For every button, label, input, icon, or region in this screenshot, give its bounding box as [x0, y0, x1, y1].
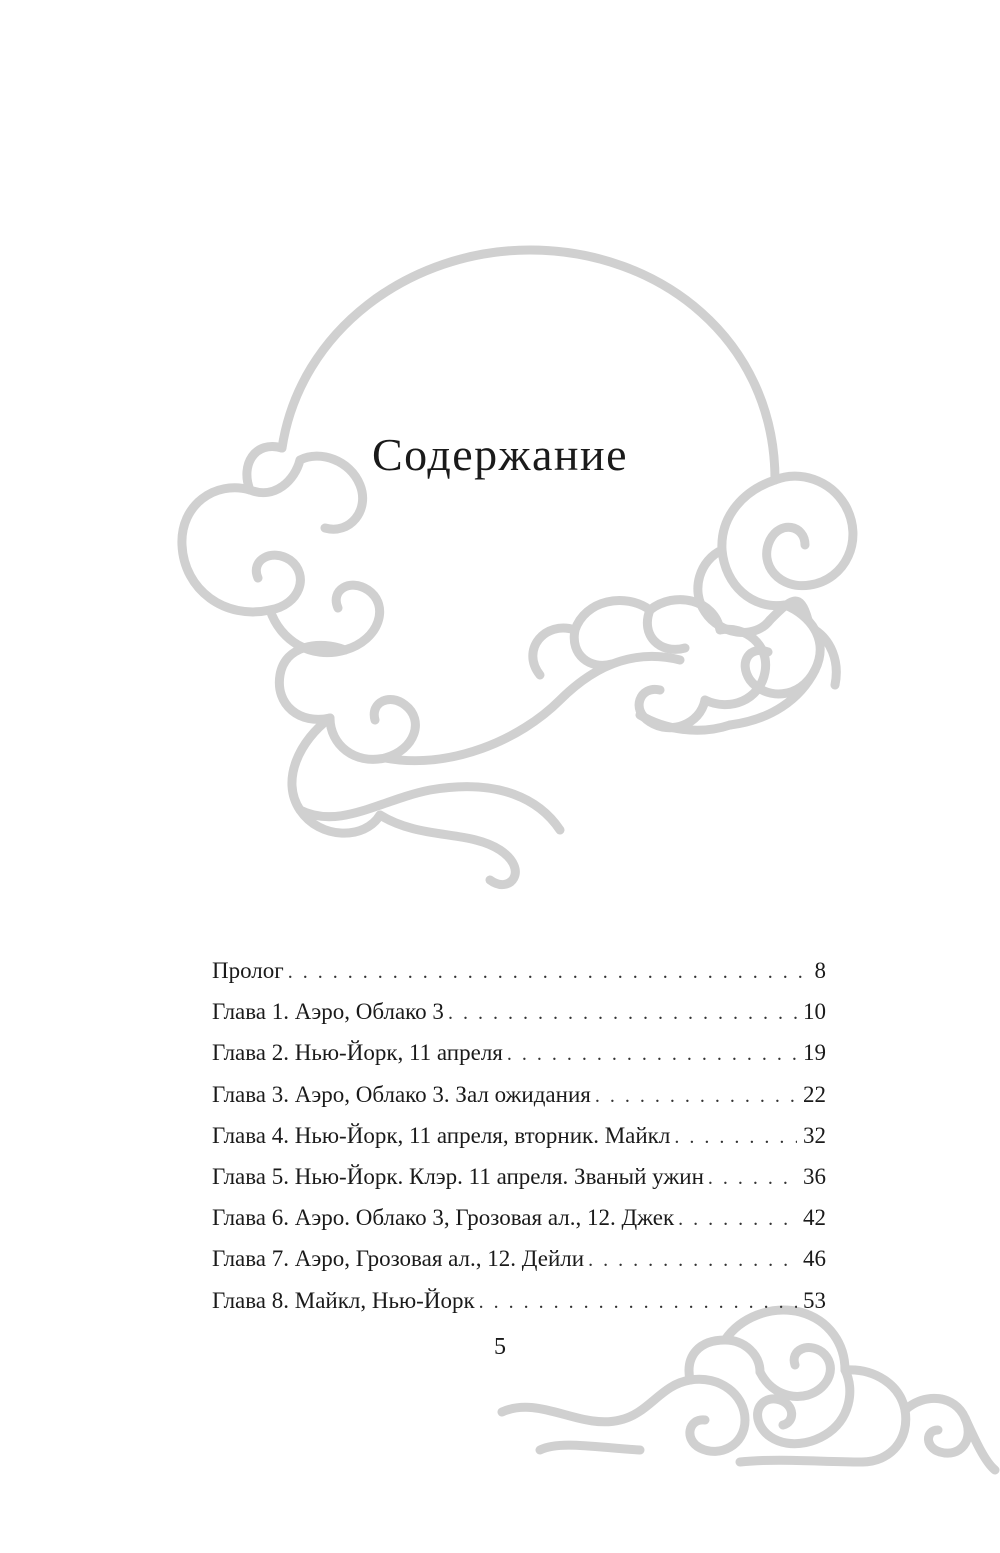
- toc-dot-leader: [674, 1117, 797, 1158]
- toc-entry[interactable]: [212, 991, 826, 1032]
- toc-entry-title: Глава 7. Аэро, Грозовая ал., 12. Дейли: [212, 1246, 585, 1272]
- toc-entry[interactable]: [212, 1156, 826, 1197]
- page-number: 5: [494, 1334, 506, 1360]
- toc-entry[interactable]: [212, 1238, 826, 1279]
- toc-entry-title: Глава 3. Аэро, Облако 3. Зал ожидания: [212, 1081, 591, 1107]
- toc-entry-title: Глава 4. Нью-Йорк, 11 апреля, вторник. Майкл: [212, 1122, 671, 1148]
- toc-dot-leader: [595, 1076, 797, 1117]
- toc-entry[interactable]: [212, 1197, 826, 1238]
- toc-dot-leader: [288, 952, 809, 993]
- toc-entry-page: 8: [814, 958, 826, 983]
- toc-entry-title: Глава 8. Майкл, Нью-Йорк: [212, 1287, 475, 1313]
- toc-entry[interactable]: [212, 1115, 826, 1156]
- toc-entry-page: 53: [803, 1287, 826, 1313]
- toc-dot-leader: [678, 1199, 797, 1240]
- page-title: Содержание: [371, 429, 629, 480]
- toc-entry[interactable]: [212, 950, 826, 991]
- toc-entry[interactable]: [212, 1032, 826, 1073]
- toc-entry-title: Глава 5. Нью-Йорк. Клэр. 11 апреля. Званый ужин: [212, 1163, 704, 1189]
- toc-dot-leader: [708, 1158, 797, 1199]
- toc-entry-page: 19: [803, 1040, 826, 1066]
- toc-dot-leader: [507, 1034, 797, 1075]
- toc-entry-page: 22: [803, 1081, 826, 1107]
- toc-entry-page: 32: [803, 1122, 826, 1148]
- toc-dot-leader: [588, 1240, 797, 1281]
- toc-dot-leader: [448, 993, 797, 1034]
- toc-entry-page: 42: [803, 1205, 826, 1231]
- moon-and-clouds-ornament-icon: [182, 250, 853, 885]
- toc-entry-title: Глава 6. Аэро. Облако 3, Грозовая ал., 12. Джек: [212, 1205, 675, 1231]
- toc-entry[interactable]: [212, 1074, 826, 1115]
- toc-entry-page: 10: [803, 999, 826, 1025]
- toc-entry-title: Глава 2. Нью-Йорк, 11 апреля: [212, 1040, 503, 1066]
- table-of-contents: [212, 950, 826, 1321]
- toc-entry-title: Глава 1. Аэро, Облако 3: [212, 999, 444, 1025]
- toc-dot-leader: [479, 1282, 797, 1323]
- toc-entry[interactable]: [212, 1280, 826, 1321]
- toc-entry-page: 46: [803, 1246, 826, 1272]
- toc-entry-title: Пролог: [212, 958, 284, 983]
- toc-entry-page: 36: [803, 1163, 826, 1189]
